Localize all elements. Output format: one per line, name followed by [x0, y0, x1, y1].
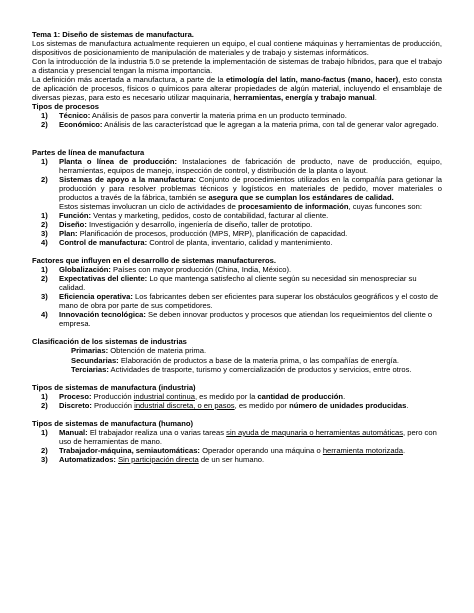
list-item: 1) Proceso: Producción industrial continua, es medido por la cantidad de producción. — [41, 391, 346, 401]
section-heading-factores: Factores que influyen en el desarrollo de sistemas manufactureros. — [32, 256, 276, 266]
list-item: 1) Función: Ventas y marketing, pedidos, costo de contabilidad, facturar al cliente. — [41, 210, 329, 220]
tipos-procesos-list — [32, 111, 442, 129]
etymology-bold: etimología del latín, mano-factus (mano, hacer) — [226, 75, 399, 85]
list-item: 3) Eficiencia operativa: Los fabricantes deben ser eficientes para superar los obstáculos geográficos y el costo de mano de obra por parte de sus competidores. — [41, 292, 439, 311]
doc-title: Tema 1: Diseño de sistemas de manufactura. — [32, 30, 194, 39]
factores-list — [32, 265, 442, 328]
list-item: 2) Sistemas de apoyo a la manufactura: Conjunto de procedimientos utilizados en la compañía para getionar la producción y para resolver problemas técnicos y logísticos en materiales de pedido, mover materiales o productos a través de la fábrica, también se asegura que se cumplan los estándares de calidad. — [41, 174, 443, 202]
intro-paragraph-2: Con la introducción de la industria 5.0 se pretende la implementación de sistemas de trabajo híbridos, para que el trabajo a distancia y presencial tengan la misma importancia. — [32, 57, 442, 76]
intro-paragraph-1: Los sistemas de manufactura actualmente requieren un equipo, el cual contiene máquinas y herramientas de producción, dispositivos de posicionamiento de manipulación de materiales y de trabajo y sistemas informáticos. — [32, 39, 442, 58]
list-item: 1) Manual: El trabajador realiza una o varias tareas sin ayuda de maqunaria o herramientas automáticas, pero con uso de herramientas de mano. — [41, 427, 437, 446]
resources-bold: herramientas, energía y trabajo manual — [233, 93, 375, 103]
humano-list — [32, 428, 442, 464]
list-item: Secundarias: Elaboración de productos a base de la materia prima, o las compañías de energía. — [71, 355, 399, 365]
list-item: 1) Globalización: Países con mayor producción (China, India, México). — [41, 265, 292, 275]
list-item: 2) Discreto: Producción industrial discreta, o en pasos, es medido por número de unidades producidas. — [41, 400, 409, 410]
list-item: 2) Trabajador-máquina, semiautomáticas: Operador operando una máquina o herramienta motorizada. — [41, 445, 406, 455]
list-item: Terciarias: Actividades de trasporte, turismo y comercialización de productos y servicios, entre otros. — [71, 364, 412, 374]
list-item: 1) Planta o línea de producción: Instalaciones de fabricación de producto, nave de producción, equipo, herramientas, equipos de manejo, inspección de control, y distribución de la planta o layout. — [41, 156, 442, 175]
section-heading-tipos-procesos: Tipos de procesos — [32, 102, 99, 112]
list-item: 2) Diseño: Investigación y desarrollo, ingeniería de diseño, taller de prototipo. — [41, 219, 313, 229]
cycle-paragraph: Estos sistemas involucran un ciclo de actividades de procesamiento de información, cuyas funcones son: — [59, 201, 422, 211]
list-item: Primarias: Obtención de materia prima. — [71, 346, 207, 356]
section-heading-partes: Partes de línea de manufactura — [32, 147, 145, 157]
partes-list — [32, 157, 442, 202]
industria-list — [32, 392, 442, 410]
list-item: 3) Automatizados: Sin participación directa de un ser humano. — [41, 454, 265, 464]
funciones-list — [32, 211, 442, 247]
list-item: 2) Económico: Análisis de las característcad que le agregan a la materia prima, con tal de generar valor agregado. — [41, 120, 439, 130]
list-item: 4) Innovación tecnológica: Se deben innovar productos y procesos que atiendan los requeimientos del cliente o empresa. — [41, 310, 433, 329]
section-heading-industria: Tipos de sistemas de manufactura (industria) — [32, 382, 196, 392]
list-item: 1) Técnico: Análisis de pasos para convertir la materia prima en un producto terminado. — [41, 111, 347, 121]
list-item: 3) Plan: Planificación de procesos, producción (MPS, MRP), planificación de capacidad. — [41, 228, 348, 238]
list-item: 4) Control de manufactura: Control de planta, inventario, calidad y mantenimiento. — [41, 237, 333, 247]
section-heading-humano: Tipos de sistemas de manufactura (humano) — [32, 418, 194, 428]
list-item: 2) Expectativas del cliente: Lo que mantenga satisfecho al cliente según su necesidad sin menospreciar su calidad. — [41, 274, 417, 293]
definition-paragraph: La definición más acertada a manufactura, a parte de la etimología del latín, mano-factus (mano, hacer), esto consta de aplicación de procesos, físicos o químicos para alterar propiedades de algún material, incluyendo el ensamblaje de diversas piezas, para esto es necesario utilizar maquinaria, herramientas, energía y trabajo manual. — [32, 75, 442, 103]
section-heading-clasificacion: Clasificación de los sistemas de industrias — [32, 337, 187, 347]
